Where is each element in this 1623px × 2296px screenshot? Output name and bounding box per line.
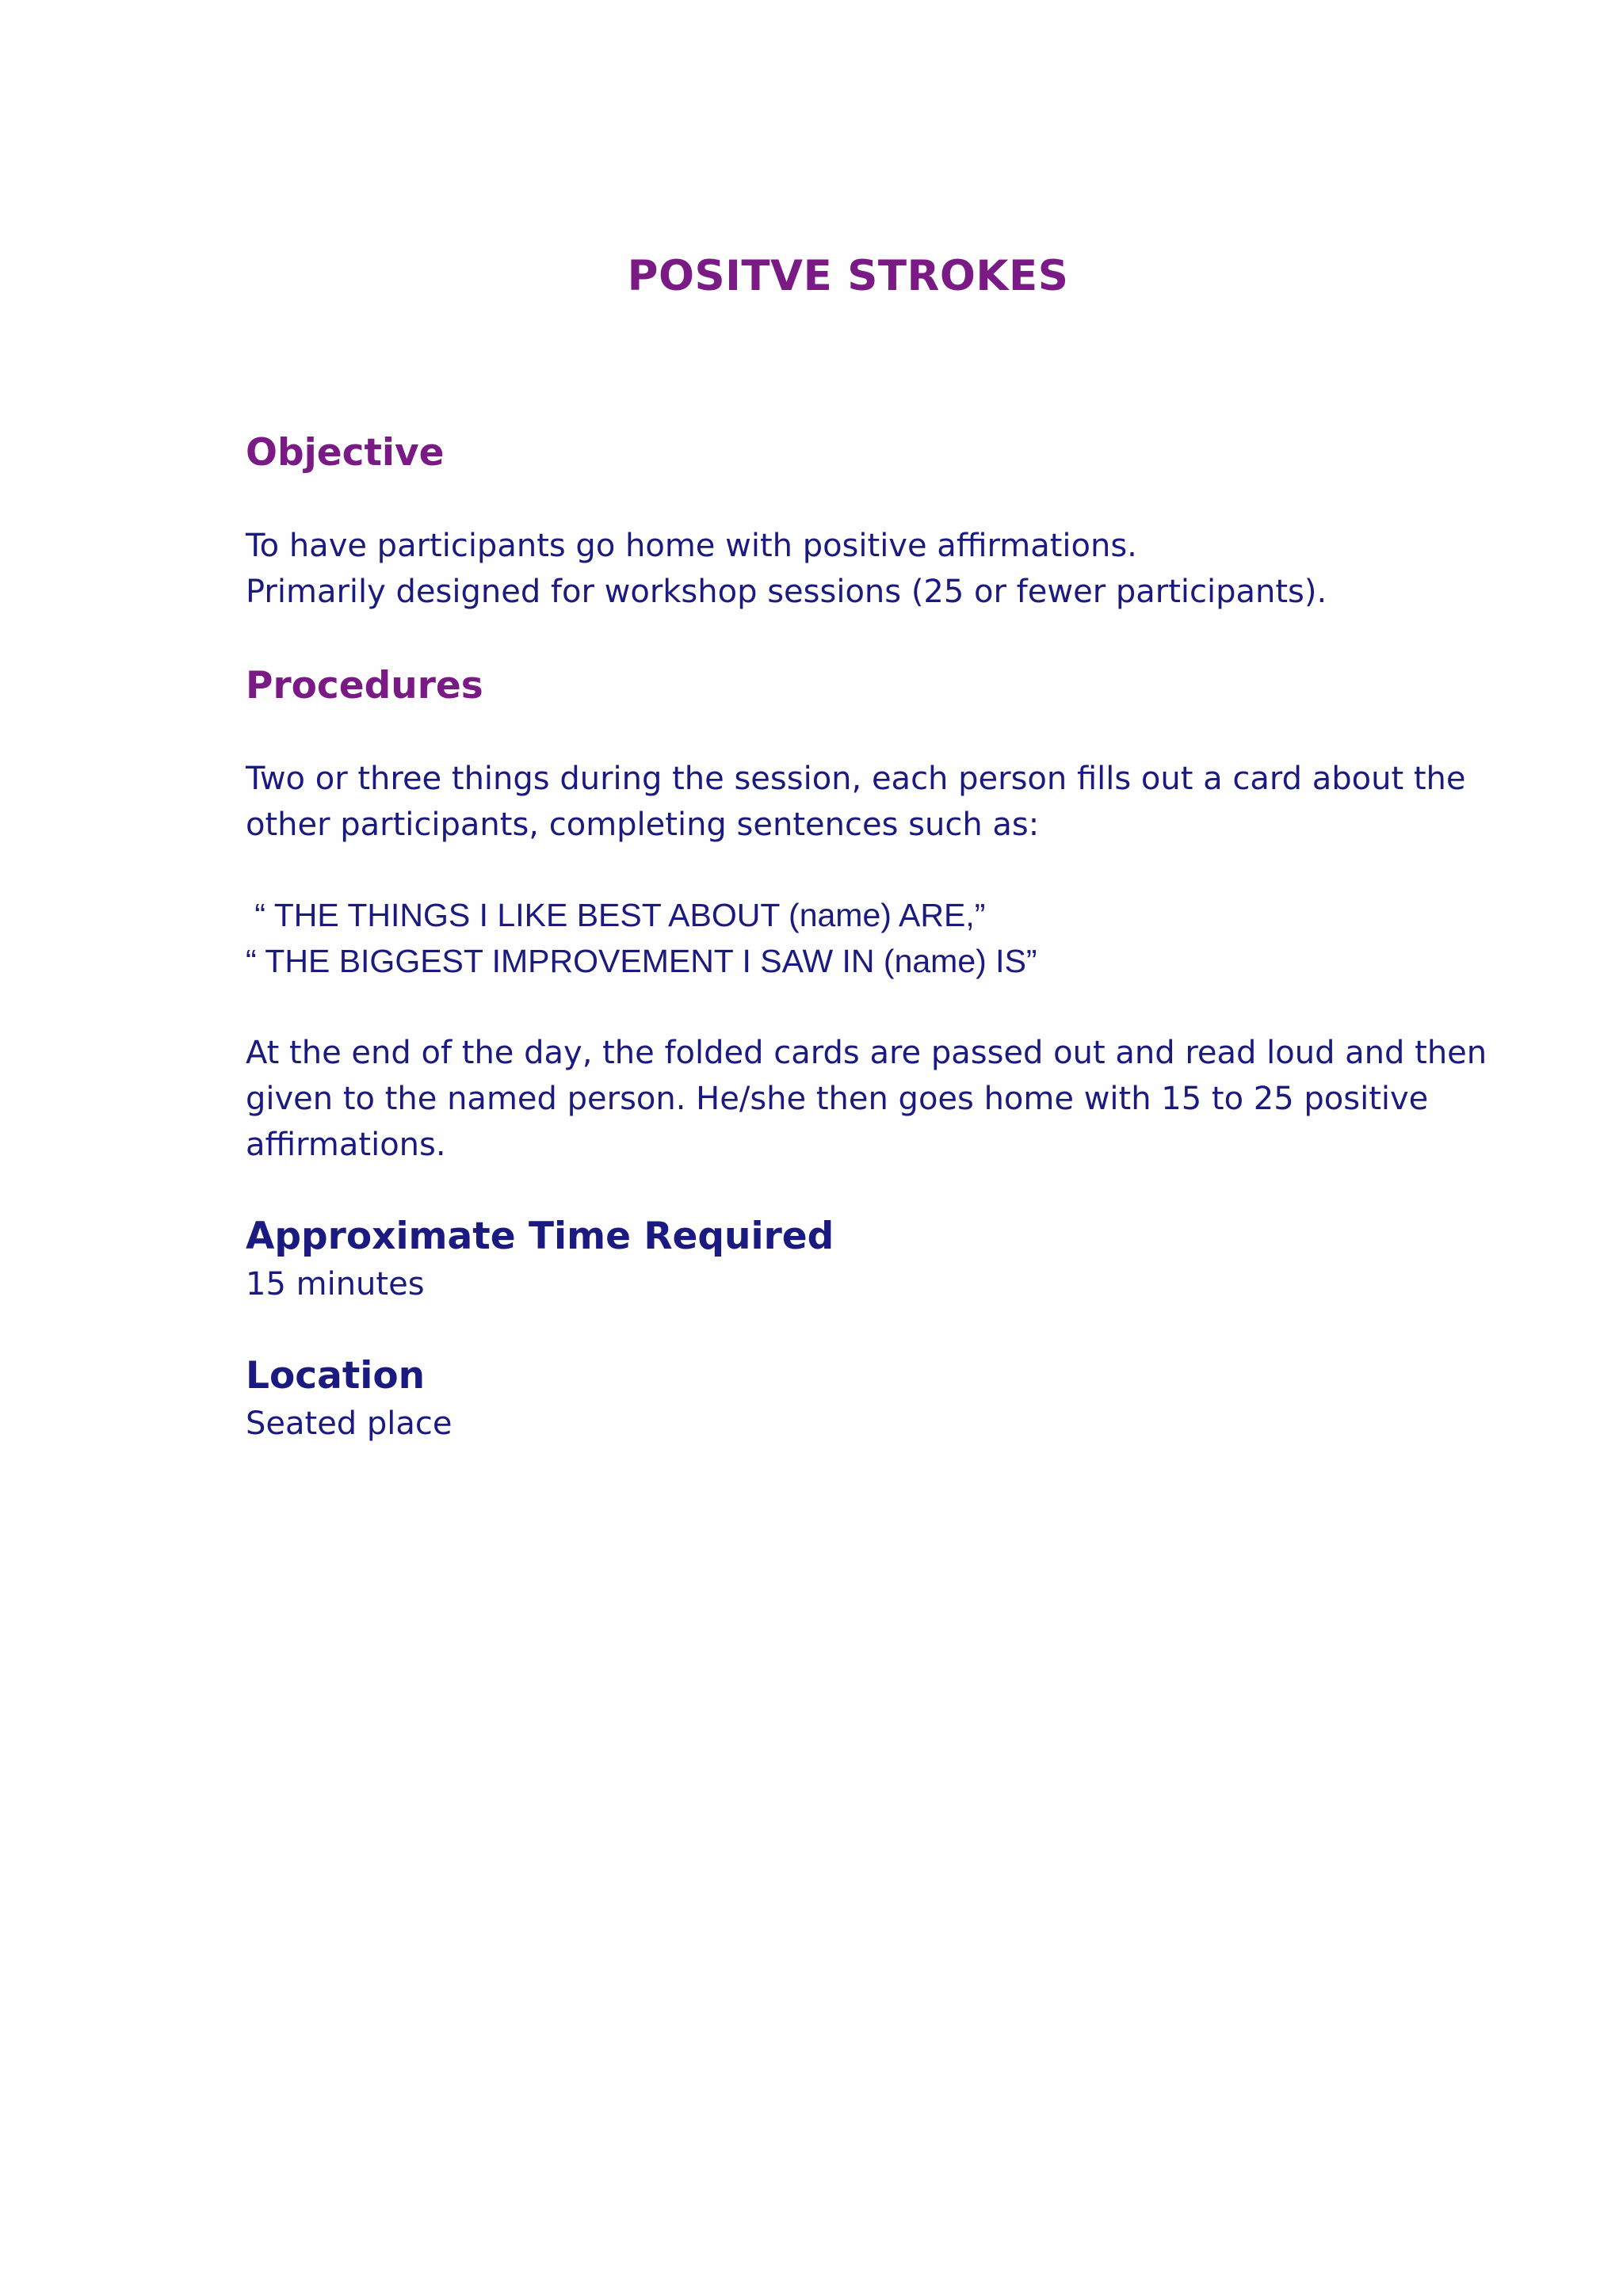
procedures-closing-line: At the end of the day, the folded cards are passed out and read loud and then <box>246 1035 1487 1071</box>
document-body <box>246 428 1506 1447</box>
procedures-intro-line: Two or three things during the session, each person fills out a card about the <box>246 761 1466 797</box>
procedures-closing-line: affirmations. <box>246 1127 446 1163</box>
page-title: POSITVE STROKES <box>627 252 1069 300</box>
example-sentence: “ THE THINGS I LIKE BEST ABOUT (name) ARE,” <box>246 897 986 933</box>
objective-line: To have participants go home with positive affirmations. <box>246 528 1137 564</box>
procedures-intro-line: other participants, completing sentences such as: <box>246 807 1040 843</box>
location-heading: Location <box>246 1354 426 1398</box>
objective-line: Primarily designed for workshop sessions (25 or fewer participants). <box>246 574 1327 610</box>
objective-heading: Objective <box>246 431 445 475</box>
example-sentence: “ THE BIGGEST IMPROVEMENT I SAW IN (name) IS” <box>246 943 1037 979</box>
procedures-heading: Procedures <box>246 664 483 707</box>
procedures-closing-line: given to the named person. He/she then goes home with 15 to 25 positive <box>246 1081 1429 1117</box>
location-value: Seated place <box>246 1405 453 1442</box>
time-heading: Approximate Time Required <box>246 1215 834 1258</box>
time-value: 15 minutes <box>246 1266 425 1302</box>
